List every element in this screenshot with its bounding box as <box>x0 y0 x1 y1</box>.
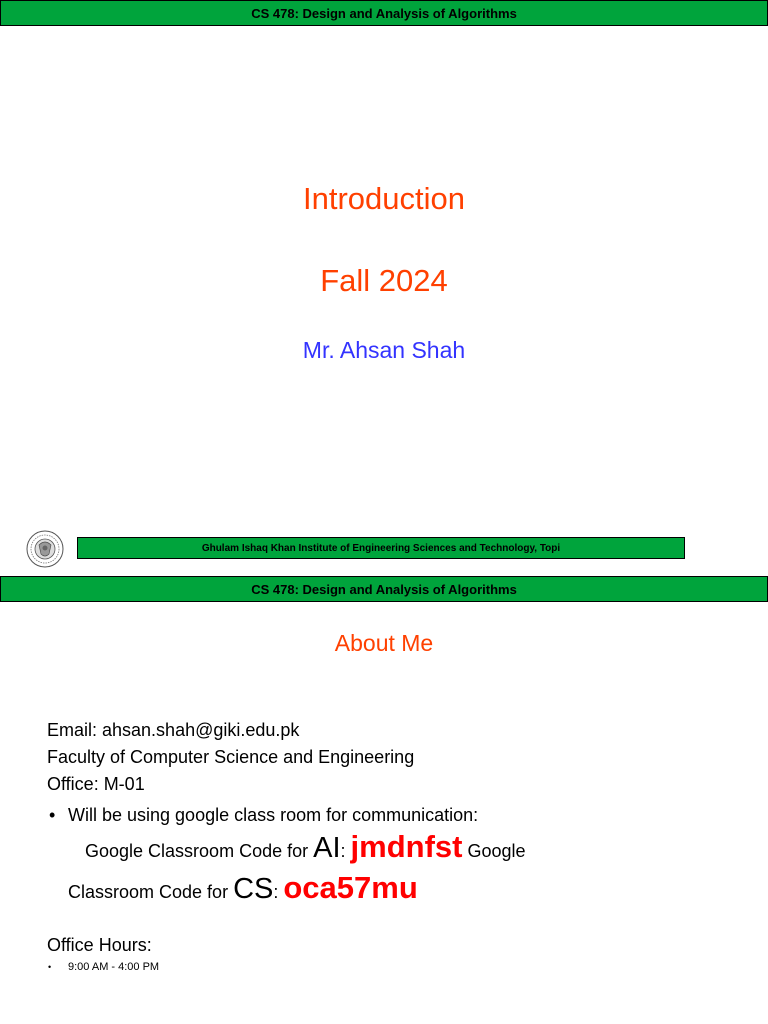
ai-code-separator: : <box>340 841 351 861</box>
slide-title: Introduction <box>303 181 465 216</box>
course-header-bar <box>0 576 768 602</box>
email-line: Email: ahsan.shah@giki.edu.pk <box>47 720 300 740</box>
course-header-bar <box>0 0 768 26</box>
faculty-line: Faculty of Computer Science and Engineering <box>47 747 415 767</box>
office-hours-label: Office Hours: <box>47 935 152 955</box>
term-label: Fall 2024 <box>320 263 448 298</box>
bullet-icon: • <box>48 962 52 972</box>
ai-code-suffix: Google <box>462 841 526 861</box>
bullet-icon: • <box>49 805 56 825</box>
ai-classroom-code: jmdnfst <box>350 829 463 864</box>
course-header-text: CS 478: Design and Analysis of Algorithms <box>251 581 517 597</box>
ai-code-prefix: Google Classroom Code for <box>85 841 314 861</box>
ai-label: AI <box>313 832 341 864</box>
cs-code-separator: : <box>273 882 284 902</box>
institute-seal-icon <box>26 530 64 568</box>
classroom-bullet-text: Will be using google class room for communication: <box>68 805 479 825</box>
office-hours-value: 9:00 AM - 4:00 PM <box>68 961 160 973</box>
institute-footer-bar <box>77 537 685 559</box>
cs-classroom-code: oca57mu <box>283 870 418 905</box>
ai-classroom-code-line <box>85 829 526 865</box>
presenter-name: Mr. Ahsan Shah <box>302 337 466 363</box>
cs-label: CS <box>233 873 274 905</box>
cs-classroom-code-line <box>68 870 418 906</box>
office-line: Office: M-01 <box>47 774 145 794</box>
slide-about-me <box>0 576 768 1024</box>
slide-title: About Me <box>334 630 434 656</box>
course-header-text: CS 478: Design and Analysis of Algorithms <box>251 5 517 21</box>
cs-code-prefix: Classroom Code for <box>68 882 234 902</box>
institute-footer-text: Ghulam Ishaq Khan Institute of Engineering Sciences and Technology, Topi <box>201 542 561 554</box>
